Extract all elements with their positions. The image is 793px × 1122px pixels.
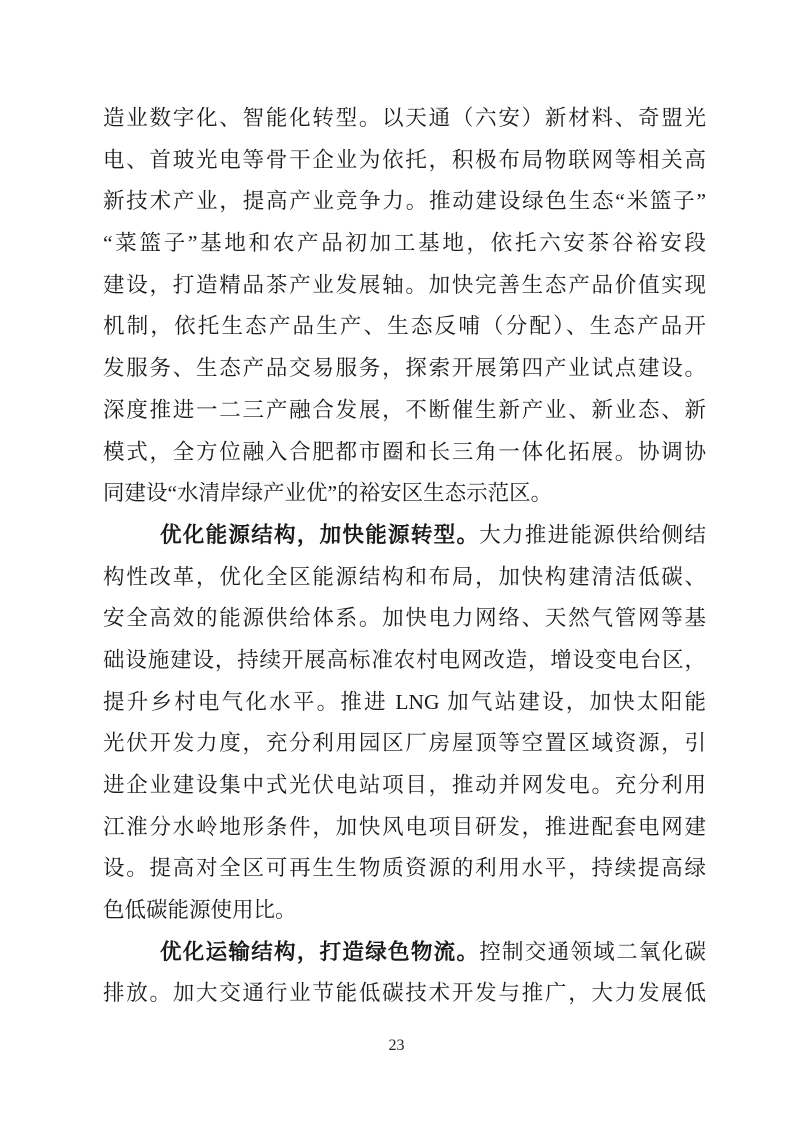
text-line: 造业数字化、智能化转型。以天通（六安）新材料、奇盟光 — [103, 106, 706, 130]
text-line — [103, 515, 706, 557]
text-line: 江淮分水岭地形条件，加快风电项目研发，推进配套电网建 — [103, 814, 706, 839]
text-line: 构性改革，优化全区能源结构和布局，加快构建清洁低碳、 — [103, 564, 706, 589]
text-line: 建设，打造精品茶产业发展轴。加快完善生态产品价值实现 — [103, 272, 706, 297]
line-text: 大力推进能源供给侧结 — [479, 522, 706, 547]
text-line: 排放。加大交通行业节能低碳技术开发与推广，大力发展低 — [103, 981, 706, 1006]
text-line: 安全高效的能源供给体系。加快电力网络、天然气管网等基 — [103, 606, 706, 631]
text-line: “菜篮子”基地和农产品初加工基地，依托六安茶谷裕安段 — [103, 231, 706, 256]
text-line: 同建设“水清岸绿产业优”的裕安区生态示范区。 — [103, 481, 553, 506]
text-block — [103, 98, 706, 1015]
page-number: 23 — [388, 1037, 405, 1054]
text-line: 光伏开发力度，充分利用园区厂房屋顶等空置区域资源，引 — [103, 731, 706, 756]
line-text: 控制交通领域二氧化碳 — [479, 939, 706, 964]
paragraph-energy — [103, 515, 706, 932]
text-line: 色低碳能源使用比。 — [103, 898, 297, 923]
text-line: 模式，全方位融入合肥都市圈和长三角一体化拓展。协调协 — [103, 439, 706, 464]
text-line: 础设施建设，持续开展高标准农村电网改造，增设变电台区， — [103, 647, 706, 672]
bold-lead: 优化能源结构，加快能源转型。 — [160, 522, 480, 547]
text-line — [103, 932, 706, 974]
paragraph-transport — [103, 932, 706, 1015]
text-line: 提升乡村电气化水平。推进 LNG 加气站建设，加快太阳能 — [103, 689, 706, 714]
text-line: 新技术产业，提高产业竞争力。推动建设绿色生态“米篮子” — [103, 189, 706, 214]
text-line: 发服务、生态产品交易服务，探索开展第四产业试点建设。 — [103, 356, 706, 381]
paragraph-industry — [103, 98, 706, 515]
text-line: 进企业建设集中式光伏电站项目，推动并网发电。充分利用 — [103, 773, 706, 797]
text-line: 设。提高对全区可再生生物质资源的利用水平，持续提高绿 — [103, 856, 706, 881]
text-line: 深度推进一二三产融合发展，不断催生新产业、新业态、新 — [103, 397, 706, 422]
text-line: 电、首玻光电等骨干企业为依托，积极布局物联网等相关高 — [103, 147, 706, 172]
text-line: 机制，依托生态产品生产、生态反哺（分配）、生态产品开 — [103, 314, 706, 339]
bold-lead: 优化运输结构，打造绿色物流。 — [160, 939, 480, 964]
